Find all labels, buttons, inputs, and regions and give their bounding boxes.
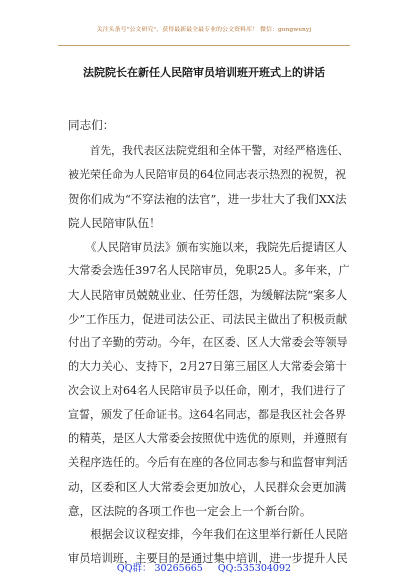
body-line: 动，区委和区人大常委会更加放心，人民群众会更加满 xyxy=(68,480,347,494)
header-divider xyxy=(58,45,350,46)
qq-group-contact: QQ群： 30265665 xyxy=(116,563,203,574)
body-line: 关程序选任的。今后有在座的各位同志参与和监督审判活 xyxy=(68,456,348,469)
document-title: 法院院长在新任人民陪审员培训班开班式上的讲话 xyxy=(83,66,325,79)
body-line: 院人民陪审队伍！ xyxy=(68,216,161,230)
body-line: 首先，我代表区法院党组和全体干警，对经严格选任、 xyxy=(68,144,349,157)
body-line: 大人民陪审员兢兢业业、任劳任怨，为缓解法院“案多人 xyxy=(68,288,348,302)
body-line: 同志们： xyxy=(68,118,115,132)
body-line: 被光荣任命为人民陪审员的64位同志表示热烈的祝贺，祝 xyxy=(68,168,346,181)
page-header-notice: 关注头条号"公文研究"，获得最新最全最专业的公文资料库！ 微信：gongwenyj xyxy=(96,27,312,33)
body-line: 贺你们成为“不穿法袍的法官”，进一步壮大了我们XX法 xyxy=(68,192,347,206)
body-line: 审员培训班，主要目的是通过集中培训，进一步提升人民 xyxy=(68,552,348,565)
body-line: 意，区法院的各项工作也一定会上一个新台阶。 xyxy=(68,504,312,518)
body-line: 付出了辛勤的劳动。今年，在区委、区人大常委会等领导 xyxy=(68,336,348,349)
body-line: 的大力关心、支持下，2月27日第三届区人大常委会第十 xyxy=(68,360,347,373)
body-line: 宣誓，颁发了任命证书。这64名同志，都是我区社会各界 xyxy=(68,408,346,421)
body-line: 的精英，是区人大常委会按照优中选优的原则，并遵照有 xyxy=(68,432,348,445)
body-line: 《人民陪审员法》颁布实施以来，我院先后提请区人 xyxy=(68,240,348,254)
body-line: 大常委会选任397名人民陪审员，免职25人。多年来，广 xyxy=(68,264,350,277)
page-footer xyxy=(0,560,408,574)
qq-contact: QQ:535304092 xyxy=(217,563,292,574)
body-line: 根据会议议程安排，今年我们在这里举行新任人民陪 xyxy=(68,528,348,541)
body-line: 次会议上对64名人民陪审员予以任命，刚才，我们进行了 xyxy=(68,384,346,397)
body-line: 少”工作压力，促进司法公正、司法民主做出了积极贡献 xyxy=(68,312,348,326)
